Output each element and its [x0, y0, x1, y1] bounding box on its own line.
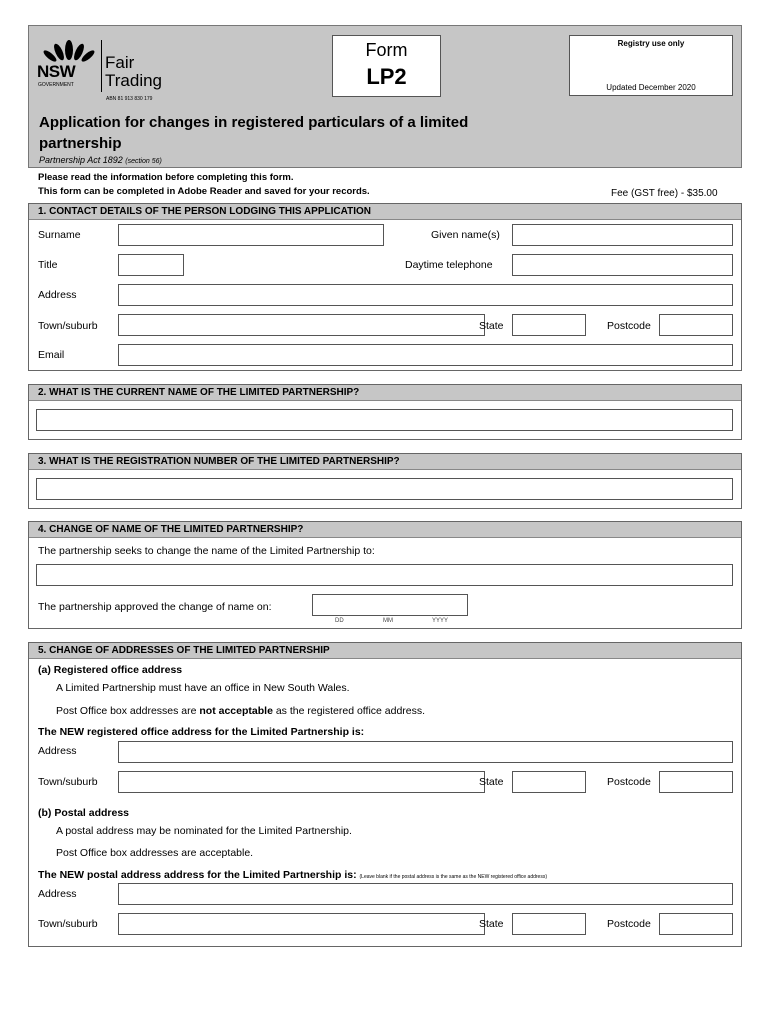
- new-postal-address-heading: The NEW postal address address for the Limited Partnership is: (Leave blank if the postal address is the same as the NEW registered office address): [38, 869, 548, 881]
- reg-address-label: Address: [38, 745, 77, 757]
- town-input[interactable]: [118, 314, 485, 336]
- postal-address-label: Address: [38, 888, 77, 900]
- reg-state-label: State: [479, 776, 504, 788]
- postal-state-input[interactable]: [512, 913, 586, 935]
- postcode-input[interactable]: [659, 314, 733, 336]
- postal-address-input[interactable]: [118, 883, 733, 905]
- given-names-input[interactable]: [512, 224, 733, 246]
- form-title: Application for changes in registered particulars of a limited partnership: [39, 114, 469, 152]
- state-label: State: [479, 320, 504, 332]
- daytime-phone-input[interactable]: [512, 254, 733, 276]
- postal-state-label: State: [479, 918, 504, 930]
- postal-address-note2: Post Office box addresses are acceptable.: [56, 847, 254, 859]
- section2-heading: 2. WHAT IS THE CURRENT NAME OF THE LIMITED PARTNERSHIP?: [29, 385, 741, 401]
- registered-office-title: (a) Registered office address: [38, 664, 183, 676]
- registry-label: Registry use only: [617, 39, 685, 48]
- postal-address-title: (b) Postal address: [38, 807, 130, 819]
- registry-use-box: [569, 35, 733, 96]
- form-label: Form: [365, 40, 408, 60]
- new-name-input[interactable]: [36, 564, 733, 586]
- email-label: Email: [38, 349, 65, 361]
- address-label: Address: [38, 289, 77, 301]
- registered-office-note2: Post Office box addresses are not acceptable as the registered office address.: [56, 705, 426, 717]
- form-header: [28, 25, 742, 168]
- surname-label: Surname: [38, 229, 81, 241]
- reg-town-label: Town/suburb: [38, 776, 98, 788]
- updated-date: Updated December 2020: [606, 83, 696, 92]
- logo-word: NSW: [37, 62, 76, 81]
- intro-line1: Please read the information before completing this form.: [38, 172, 294, 183]
- form-subtitle: Partnership Act 1892 (section 56): [39, 155, 162, 165]
- logo-government: GOVERNMENT: [38, 82, 74, 88]
- approval-date-input[interactable]: [312, 594, 468, 616]
- seeks-text: The partnership seeks to change the name of the Limited Partnership to:: [38, 545, 375, 557]
- reg-town-input[interactable]: [118, 771, 485, 793]
- approved-text: The partnership approved the change of name on:: [38, 601, 272, 613]
- surname-input[interactable]: [118, 224, 384, 246]
- section4-heading: 4. CHANGE OF NAME OF THE LIMITED PARTNERSHIP?: [29, 522, 741, 538]
- section3-heading: 3. WHAT IS THE REGISTRATION NUMBER OF THE LIMITED PARTNERSHIP?: [29, 454, 741, 470]
- abn: ABN 81 913 830 179: [106, 96, 153, 102]
- title-label: Title: [38, 259, 58, 271]
- postcode-label: Postcode: [607, 320, 651, 332]
- given-names-label: Given name(s): [431, 229, 500, 241]
- intro-line2: This form can be completed in Adobe Reader and saved for your records.: [38, 186, 370, 197]
- date-mm-label: MM: [383, 618, 393, 624]
- postal-address-note1: A postal address may be nominated for the Limited Partnership.: [56, 825, 352, 837]
- title-input[interactable]: [118, 254, 184, 276]
- postal-town-input[interactable]: [118, 913, 485, 935]
- fee: Fee (GST free) - $35.00: [611, 188, 718, 199]
- postal-postcode-label: Postcode: [607, 918, 651, 930]
- address-input[interactable]: [118, 284, 733, 306]
- brand-line1: Fair: [105, 53, 135, 72]
- section5-heading: 5. CHANGE OF ADDRESSES OF THE LIMITED PARTNERSHIP: [29, 643, 741, 659]
- new-registered-office-heading: The NEW registered office address for the Limited Partnership is:: [38, 726, 365, 738]
- logo-divider: [101, 40, 102, 92]
- reg-state-input[interactable]: [512, 771, 586, 793]
- reg-address-input[interactable]: [118, 741, 733, 763]
- town-label: Town/suburb: [38, 320, 98, 332]
- email-input[interactable]: [118, 344, 733, 366]
- date-dd-label: DD: [335, 618, 344, 624]
- form-code: LP2: [366, 64, 407, 89]
- postal-postcode-input[interactable]: [659, 913, 733, 935]
- current-name-input[interactable]: [36, 409, 733, 431]
- reg-postcode-label: Postcode: [607, 776, 651, 788]
- form-code-box: [332, 35, 441, 97]
- registration-number-input[interactable]: [36, 478, 733, 500]
- registered-office-note1: A Limited Partnership must have an office in New South Wales.: [56, 682, 350, 694]
- state-input[interactable]: [512, 314, 586, 336]
- daytime-phone-label: Daytime telephone: [405, 259, 493, 271]
- postal-town-label: Town/suburb: [38, 918, 98, 930]
- reg-postcode-input[interactable]: [659, 771, 733, 793]
- section1-heading: 1. CONTACT DETAILS OF THE PERSON LODGING THIS APPLICATION: [29, 204, 741, 220]
- date-yyyy-label: YYYY: [432, 618, 449, 624]
- brand-line2: Trading: [105, 71, 163, 90]
